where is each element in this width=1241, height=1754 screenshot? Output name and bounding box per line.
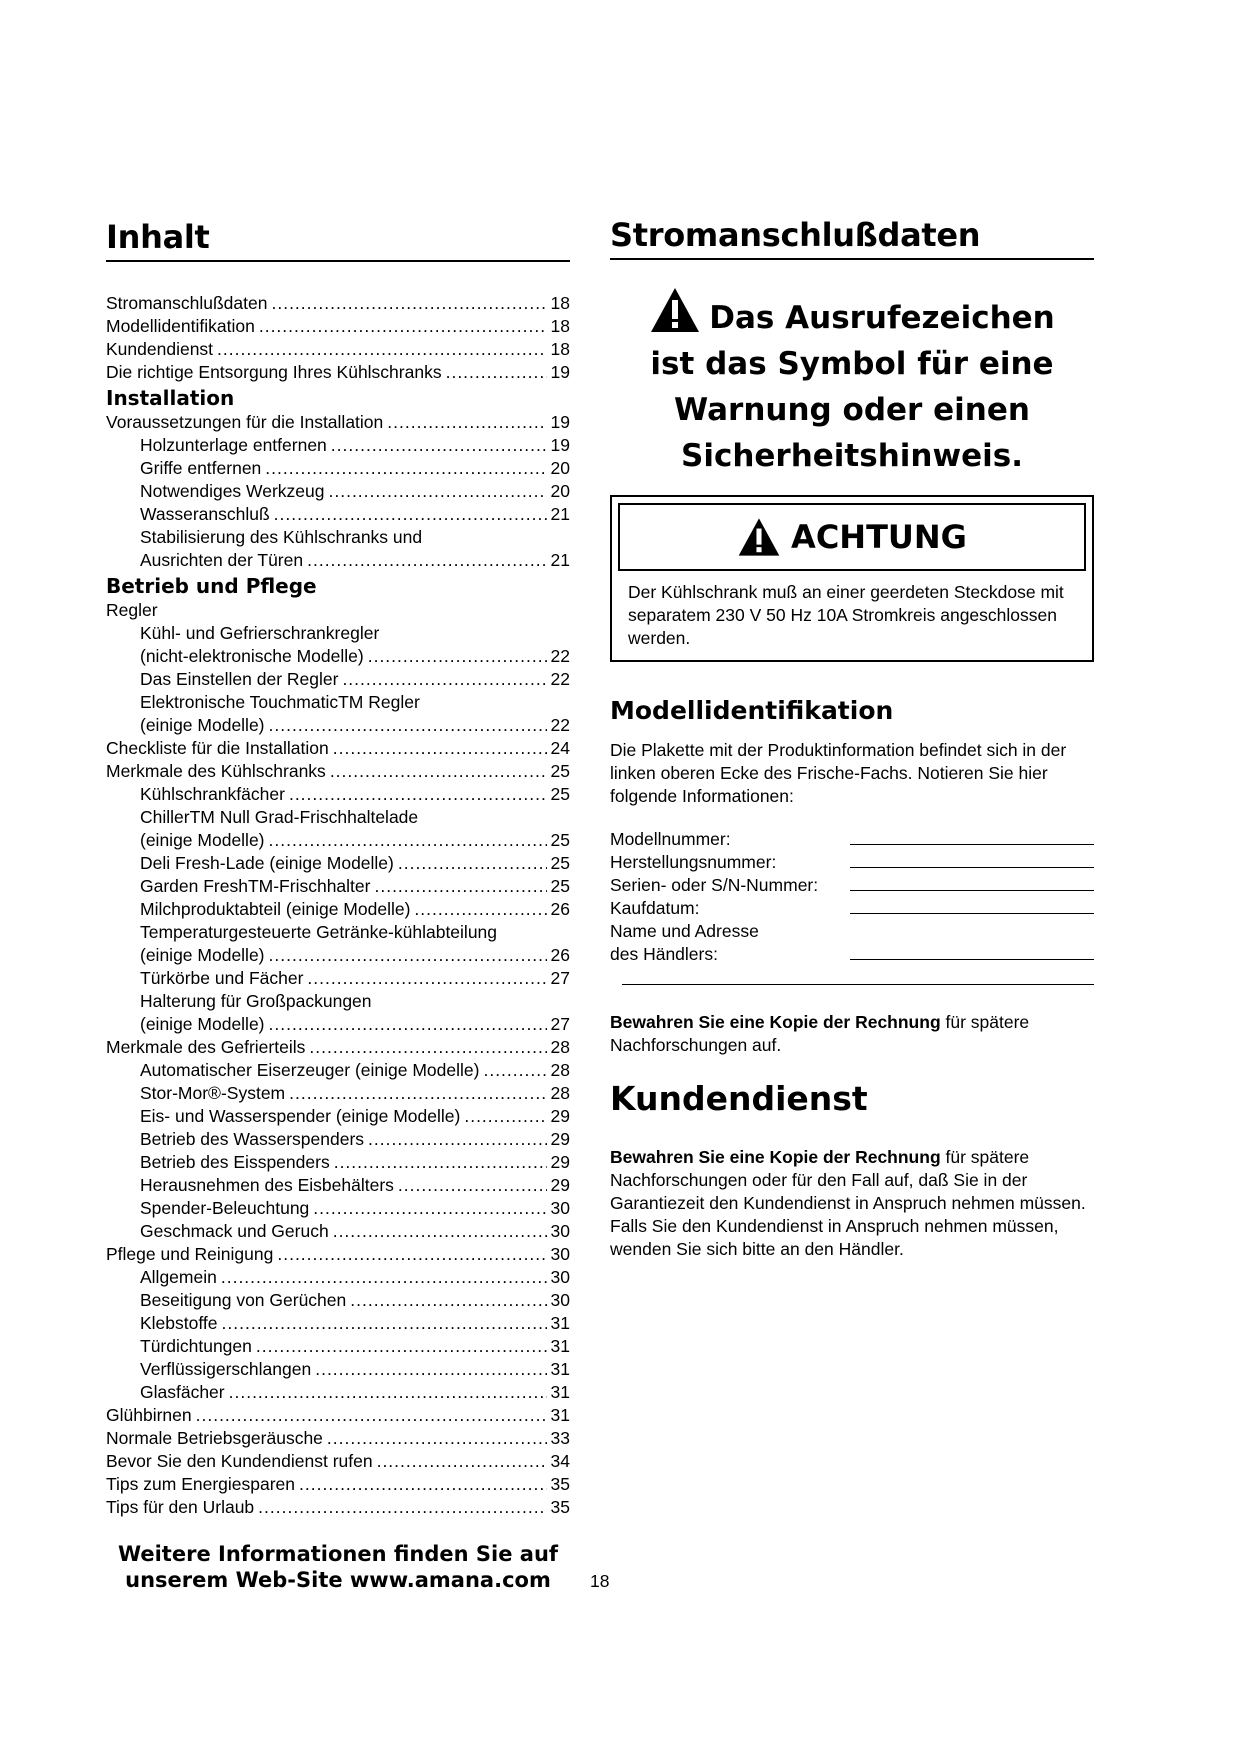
toc-entry-title: Klebstoffe [140,1313,218,1333]
toc-entry-page: 30 [550,1221,570,1241]
toc-dot-leader [269,944,547,967]
toc-entry-title: Merkmale des Gefrierteils [106,1037,306,1057]
toc-entry: Elektronische TouchmaticTM Regler [140,692,420,712]
toc-entry-title: Herausnehmen des Eisbehälters [140,1175,394,1195]
toc-entry [106,1358,570,1381]
toc-entry-title: Bevor Sie den Kundendienst rufen [106,1451,373,1471]
toc-entry [106,1473,570,1496]
toc-entry-page: 25 [550,830,570,850]
model-field-row [610,943,1094,966]
toc-dot-leader [299,1473,547,1496]
toc-dot-leader [446,361,547,384]
model-field-blank-line [850,834,1094,845]
toc-dot-leader [342,668,546,691]
toc-entry-page: 28 [550,1060,570,1080]
warning-statement [610,286,1094,479]
toc-entry [106,315,570,338]
toc-entry-page: 21 [550,550,570,570]
toc-entry-page: 30 [550,1198,570,1218]
toc-dot-leader [374,875,546,898]
achtung-title: ACHTUNG [791,518,967,556]
model-field-label: Modellnummer: [610,829,731,849]
toc-entry-title: Merkmale des Kühlschranks [106,761,326,781]
model-field-row [610,897,1094,920]
toc-dot-leader [333,1220,547,1243]
toc-dot-leader [271,292,546,315]
toc-dot-leader [277,1243,546,1266]
toc-entry [106,1289,570,1312]
toc-entry: Temperaturgesteuerte Getränke-kühlabteilung [140,922,498,942]
toc-entry [106,361,570,384]
toc-entry: Regler [106,600,158,620]
toc-entry [106,1059,570,1082]
toc-column [106,218,570,1593]
toc-entry [106,1496,570,1519]
warning-triangle-icon [737,515,781,559]
achtung-box [610,495,1094,662]
toc-entry [106,852,570,875]
toc-entry-title: Betrieb des Eisspenders [140,1152,330,1172]
toc-entry-page: 19 [550,412,570,432]
toc-entry-title: Türdichtungen [140,1336,252,1356]
toc-dot-leader [229,1381,547,1404]
toc-entry: Halterung für Großpackungen [140,991,372,1011]
keep-note-bold: Bewahren Sie eine Kopie der Rechnung [610,1012,941,1032]
toc-entry-page: 25 [550,761,570,781]
toc-entry: Kühl- und Gefrierschrankregler [140,623,380,643]
toc-entry-title: Stromanschlußdaten [106,293,268,313]
warning-line-2: ist das Symbol für eine [650,346,1054,382]
toc-entry-title: (einige Modelle) [140,715,265,735]
toc-entry-page: 22 [550,715,570,735]
toc-entry [106,292,570,315]
toc-entry-page: 28 [550,1083,570,1103]
toc-entry [106,1427,570,1450]
service-text-rest: für spätere Nachforschungen oder für den Fall auf, daß Sie in der Garantiezeit den Kundendienst in Anspruch nehmen müssen. Falls Sie den Kundendienst in Anspruch nehmen müssen, wenden Sie sich bitte an den Händler. [610,1147,1086,1259]
toc-entry-title: Kühlschrankfächer [140,784,285,804]
toc-entry-title: Die richtige Entsorgung Ihres Kühlschranks [106,362,442,382]
toc-dot-leader [259,315,547,338]
warning-triangle-icon [649,286,701,334]
toc-dot-leader [414,898,546,921]
toc-entry-page: 18 [550,293,570,313]
warning-line-3: Warnung oder einen [674,392,1030,428]
toc-entry-title: (einige Modelle) [140,1014,265,1034]
toc-entry-title: Modellidentifikation [106,316,255,336]
toc-entry-title: Garden FreshTM-Frischhalter [140,876,371,896]
toc-entry [106,434,570,457]
toc-entry-title: Verflüssigerschlangen [140,1359,312,1379]
toc-dot-leader [258,1496,546,1519]
toc-entry-page: 19 [550,362,570,382]
toc-dot-leader [333,737,547,760]
toc-entry-page: 25 [550,784,570,804]
keep-note [610,1011,1094,1057]
toc-dot-leader [269,1013,547,1036]
toc-entry-page: 25 [550,876,570,896]
toc-entry-page: 29 [550,1175,570,1195]
toc-entry-title: Normale Betriebsgeräusche [106,1428,323,1448]
toc-entry-page: 30 [550,1290,570,1310]
toc-entry [106,668,570,691]
toc-entry-page: 22 [550,646,570,666]
toc-entry-title: Wasseranschluß [140,504,270,524]
power-heading: Stromanschlußdaten [610,216,1094,260]
toc-entry-page: 27 [550,968,570,988]
toc-dot-leader [313,1197,546,1220]
toc-entry-page: 18 [550,339,570,359]
model-field-row [610,828,1094,851]
toc-entry-page: 29 [550,1152,570,1172]
toc-entry [106,480,570,503]
toc-entry-title: (einige Modelle) [140,830,265,850]
model-text: Die Plakette mit der Produktinformation befindet sich in der linken oberen Ecke des Frische-Fachs. Notieren Sie hier folgende Informationen: [610,740,1067,806]
toc-entry-title: Milchproduktabteil (einige Modelle) [140,899,411,919]
toc-entry-page: 31 [550,1336,570,1356]
model-field-blank-line [850,949,1094,960]
warning-line-1: Das Ausrufezeichen [709,300,1055,336]
toc-entry-title: Tips für den Urlaub [106,1497,255,1517]
model-heading: Modellidentifikation [610,696,894,725]
model-field-label: des Händlers: [610,944,718,964]
toc-entry [106,875,570,898]
toc-dot-leader [221,1266,547,1289]
toc-entry-page: 29 [550,1129,570,1149]
service-text-bold: Bewahren Sie eine Kopie der Rechnung [610,1147,941,1167]
toc-dot-leader [196,1404,547,1427]
toc-entry [106,1105,570,1128]
model-field-blank-line [850,903,1094,914]
service-text [610,1146,1094,1261]
model-field-label: Kaufdatum: [610,898,700,918]
toc-dot-leader [464,1105,546,1128]
model-field-label: Name und Adresse [610,921,759,941]
toc-dot-leader [289,783,547,806]
toc-entry-page: 26 [550,945,570,965]
achtung-text: Der Kühlschrank muß an einer geerdeten Steckdose mit separatem 230 V 50 Hz 10A Stromkreis angeschlossen werden. [628,582,1064,648]
page-number: 18 [590,1571,610,1591]
toc-entry-title: Betrieb des Wasserspenders [140,1129,365,1149]
toc-entry [106,645,570,668]
toc-entry-title: Deli Fresh-Lade (einige Modelle) [140,853,394,873]
toc-entry [106,549,570,572]
toc-entry-title: (nicht-elektronische Modelle) [140,646,364,666]
model-fields [610,828,1094,966]
toc-entry-page: 24 [550,738,570,758]
toc-dot-leader [307,967,546,990]
toc-entry-title: Eis- und Wasserspender (einige Modelle) [140,1106,461,1126]
toc-dot-leader [350,1289,546,1312]
toc-dot-leader [329,480,547,503]
toc-heading: Inhalt [106,218,570,262]
toc-entry-title: Notwendiges Werkzeug [140,481,325,501]
toc-entry [106,1197,570,1220]
toc-entry-title: Holzunterlage entfernen [140,435,327,455]
web-note-line-2: unserem Web-Site www.amana.com [125,1568,551,1592]
toc-entry-page: 26 [550,899,570,919]
toc-entry [106,1220,570,1243]
toc-dot-leader [265,457,546,480]
toc-entry-page: 31 [550,1405,570,1425]
toc-entry-page: 19 [550,435,570,455]
toc-entry [106,737,570,760]
toc-entry-page: 31 [550,1359,570,1379]
toc-entry-page: 35 [550,1474,570,1494]
toc-dot-leader [398,1174,547,1197]
toc-entry-page: 20 [550,481,570,501]
toc-entry-page: 29 [550,1106,570,1126]
toc-dot-leader [327,1427,547,1450]
toc-entry-page: 18 [550,316,570,336]
toc-dot-leader [269,829,547,852]
model-field-blank-line [850,927,1094,937]
content-column [610,216,1094,1261]
toc-dot-leader [387,411,546,434]
toc-entry-title: Ausrichten der Türen [140,550,304,570]
toc-section-heading: Installation [106,386,235,410]
model-field-label: Serien- oder S/N-Nummer: [610,875,819,895]
toc-entry [106,714,570,737]
toc-entry-title: Voraussetzungen für die Installation [106,412,384,432]
toc-entry-page: 35 [550,1497,570,1517]
toc-entry-title: Das Einstellen der Regler [140,669,339,689]
toc-entry [106,1312,570,1335]
toc-dot-leader [330,760,547,783]
toc-entry-title: Automatischer Eiserzeuger (einige Modelle) [140,1060,480,1080]
toc-entry-page: 25 [550,853,570,873]
toc-entry-title: Spender-Beleuchtung [140,1198,310,1218]
toc-entry-title: Kundendienst [106,339,214,359]
service-heading: Kundendienst [610,1079,868,1118]
model-field-blank-line [850,880,1094,891]
toc-entry-page: 27 [550,1014,570,1034]
toc-entry-page: 30 [550,1267,570,1287]
toc-dot-leader [398,852,547,875]
toc-dot-leader [309,1036,546,1059]
toc-entry [106,1082,570,1105]
toc-dot-leader [377,1450,547,1473]
toc-dot-leader [274,503,547,526]
toc-entry-page: 28 [550,1037,570,1057]
toc-entry [106,1404,570,1427]
toc-entry-title: Griffe entfernen [140,458,262,478]
model-field-row [610,920,1094,943]
toc-entry [106,1381,570,1404]
toc-section-heading: Betrieb und Pflege [106,574,317,598]
model-field-row [610,874,1094,897]
toc-entry-page: 33 [550,1428,570,1448]
toc-entry [106,1128,570,1151]
toc-entry [106,503,570,526]
toc-entry: ChillerTM Null Grad-Frischhaltelade [140,807,419,827]
toc-dot-leader [289,1082,546,1105]
toc-entry-page: 20 [550,458,570,478]
toc-entry [106,898,570,921]
toc-entry [106,1013,570,1036]
toc-entry [106,760,570,783]
toc-entry [106,1266,570,1289]
toc-dot-leader [368,1128,546,1151]
toc-entry-title: Türkörbe und Fächer [140,968,304,988]
web-note-line-1: Weitere Informationen finden Sie auf [117,1542,559,1566]
toc-entry-title: Checkliste für die Installation [106,738,329,758]
web-note [106,1541,570,1593]
toc-entry-title: Beseitigung von Gerüchen [140,1290,347,1310]
toc-dot-leader [334,1151,547,1174]
toc-entry-title: Glühbirnen [106,1405,192,1425]
toc-entry-page: 21 [550,504,570,524]
toc-dot-leader [256,1335,547,1358]
toc-entry-title: Geschmack und Geruch [140,1221,329,1241]
toc-entry: Stabilisierung des Kühlschranks und [140,527,423,547]
toc-dot-leader [483,1059,546,1082]
model-field-row [610,851,1094,874]
toc-entry-page: 30 [550,1244,570,1264]
toc-entry [106,1151,570,1174]
achtung-header [618,503,1086,571]
toc-entry [106,457,570,480]
toc-entry [106,1243,570,1266]
toc-entry [106,1174,570,1197]
table-of-contents [106,292,570,1519]
toc-entry [106,411,570,434]
toc-entry-title: Pflege und Reinigung [106,1244,274,1264]
toc-entry-title: Tips zum Energiesparen [106,1474,296,1494]
toc-entry-page: 31 [550,1382,570,1402]
toc-entry-title: (einige Modelle) [140,945,265,965]
model-field-label: Herstellungsnummer: [610,852,777,872]
toc-entry [106,338,570,361]
toc-dot-leader [331,434,547,457]
warning-line-4: Sicherheitshinweis. [681,438,1023,474]
toc-entry [106,1335,570,1358]
toc-entry-title: Glasfächer [140,1382,225,1402]
toc-entry-title: Stor-Mor®-System [140,1083,286,1103]
toc-dot-leader [222,1312,547,1335]
divider-line [622,984,1094,985]
toc-entry [106,829,570,852]
toc-entry [106,944,570,967]
toc-dot-leader [307,549,546,572]
toc-dot-leader [315,1358,546,1381]
toc-entry [106,967,570,990]
toc-entry [106,783,570,806]
toc-entry-page: 31 [550,1313,570,1333]
toc-dot-leader [269,714,547,737]
toc-dot-leader [217,338,546,361]
model-field-blank-line [850,857,1094,868]
toc-entry-page: 34 [550,1451,570,1471]
toc-dot-leader [368,645,547,668]
toc-entry-title: Allgemein [140,1267,217,1287]
keep-note-rest: für spätere Nachforschungen auf. [610,1012,1030,1055]
toc-entry-page: 22 [550,669,570,689]
toc-entry [106,1450,570,1473]
toc-entry [106,1036,570,1059]
